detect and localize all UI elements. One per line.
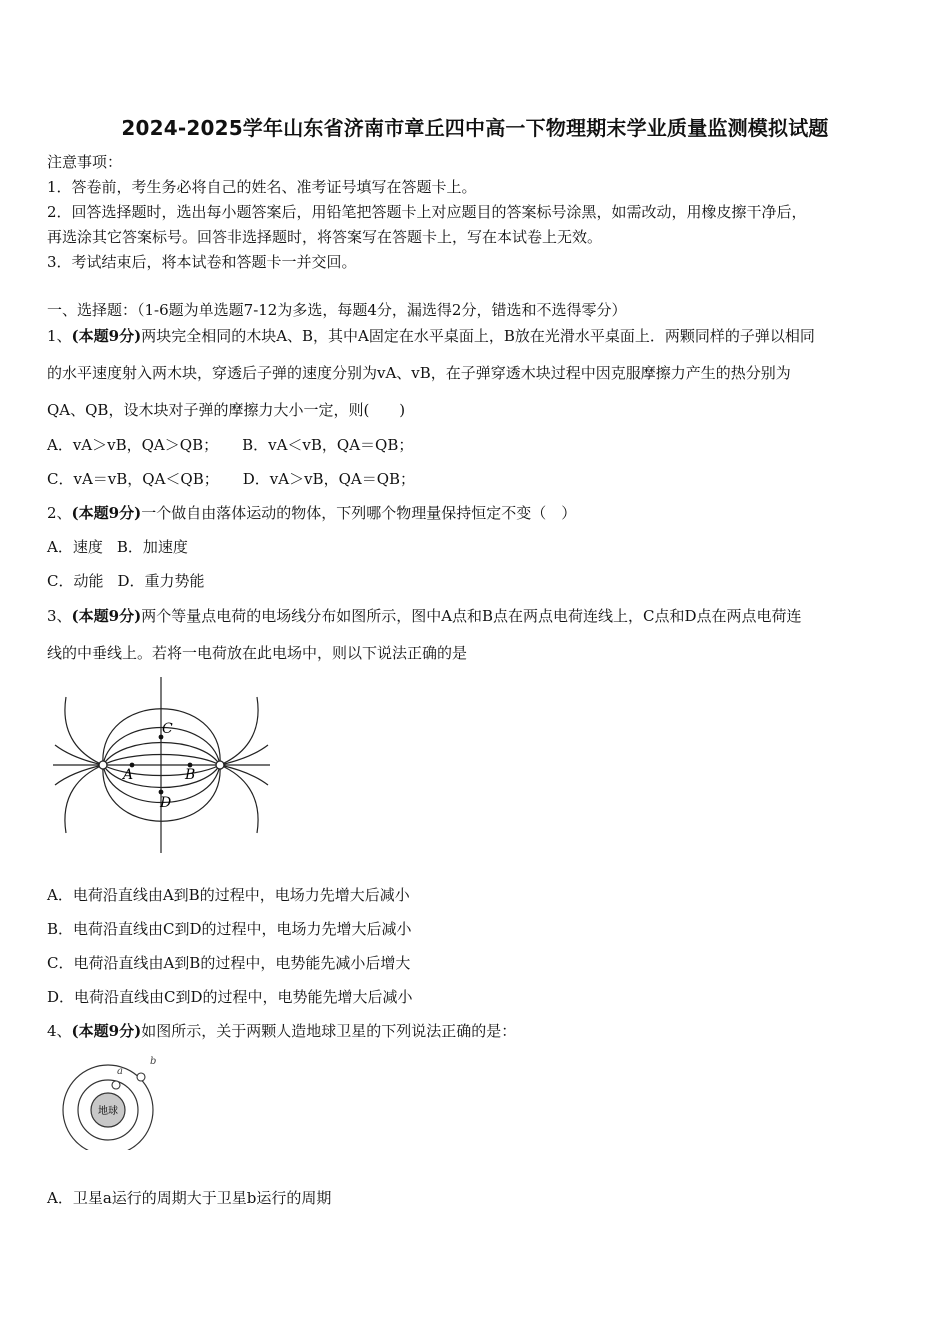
q1-line1	[47, 326, 815, 346]
q3-text1: 两个等量点电荷的电场线分布如图所示，图中A点和B点在两点电荷连线上，C点和D点在两点电荷连	[141, 607, 802, 625]
label-d: D	[160, 795, 172, 811]
electric-field-figure	[50, 675, 275, 855]
q3-line1	[47, 606, 802, 626]
q2-text: 一个做自由落体运动的物体，下列哪个物理量保持恒定不变（ ）	[141, 504, 577, 522]
satellite-a	[112, 1081, 120, 1089]
q2-option-c: C．动能	[47, 572, 104, 590]
q1-tag: (本题9分)	[71, 327, 142, 345]
satellite-b	[137, 1073, 145, 1081]
page-title: 2024-2025学年山东省济南市章丘四中高一下物理期末学业质量监测模拟试题	[121, 116, 829, 140]
q1-option-d: D．vA＞vB，QA＝QB；	[242, 470, 416, 488]
label-c: C	[162, 721, 173, 737]
q1-options-ab	[47, 435, 413, 455]
satellite-b-label: b	[150, 1056, 157, 1067]
section-heading: 一、选择题：（1-6题为单选题7-12为多选，每题4分，漏选得2分，错选和不选得零分）	[47, 301, 627, 319]
earth-label: 地球	[98, 1106, 118, 1117]
label-a: A	[123, 767, 134, 783]
q2-tag: (本题9分)	[71, 504, 142, 522]
q2-number: 2、	[47, 504, 72, 522]
q2-stem	[47, 503, 576, 523]
q4-tag: (本题9分)	[71, 1022, 142, 1040]
q1-text1: 两块完全相同的木块A、B，其中A固定在水平桌面上，B放在光滑水平桌面上．两颗同样的子弹以相同	[141, 327, 815, 345]
label-b: B	[185, 767, 196, 783]
q1-option-c: C．vA＝vB，QA＜QB；	[47, 470, 219, 488]
q1-option-a: A．vA＞vB，QA＞QB；	[47, 436, 219, 454]
q3-line2: 线的中垂线上。若将一电荷放在此电场中，则以下说法正确的是	[47, 644, 468, 662]
q1-line3: QA、QB，设木块对子弹的摩擦力大小一定，则( )	[47, 401, 406, 419]
notice-heading: 注意事项：	[47, 153, 123, 171]
notice-item-1: 1．答卷前，考生务必将自己的姓名、准考证号填写在答题卡上。	[47, 178, 477, 196]
q4-text: 如图所示，关于两颗人造地球卫星的下列说法正确的是：	[141, 1022, 517, 1040]
q3-option-b: B．电荷沿直线由C到D的过程中，电场力先增大后减小	[47, 920, 412, 938]
q3-option-d: D．电荷沿直线由C到D的过程中，电势能先增大后减小	[47, 988, 413, 1006]
q2-option-a: A．速度	[47, 538, 103, 556]
q3-tag: (本题9分)	[71, 607, 142, 625]
satellite-orbit-figure	[55, 1050, 165, 1150]
q3-number: 3、	[47, 607, 72, 625]
notice-item-2: 2．回答选择题时，选出每小题答案后，用铅笔把答题卡上对应题目的答案标号涂黑，如需改动，用橡皮擦干净后，	[47, 203, 807, 221]
q3-option-c: C．电荷沿直线由A到B的过程中，电势能先减小后增大	[47, 954, 411, 972]
q2-option-b: B．加速度	[116, 538, 188, 556]
left-charge	[99, 761, 107, 769]
satellite-a-label: a	[117, 1066, 123, 1077]
right-charge	[216, 761, 224, 769]
point-d	[159, 790, 164, 795]
q2-options-cd	[47, 571, 205, 591]
q4-stem	[47, 1021, 516, 1041]
q1-option-b: B．vA＜vB，QA＝QB；	[242, 436, 414, 454]
q2-option-d: D．重力势能	[117, 572, 205, 590]
notice-item-2-cont: 再选涂其它答案标号。回答非选择题时，将答案写在答题卡上，写在本试卷上无效。	[47, 228, 603, 246]
q1-options-cd	[47, 469, 415, 489]
q4-option-a: A．卫星a运行的周期大于卫星b运行的周期	[47, 1189, 332, 1207]
q1-number: 1、	[47, 327, 72, 345]
q4-number: 4、	[47, 1022, 72, 1040]
notice-item-3: 3．考试结束后，将本试卷和答题卡一并交回。	[47, 253, 357, 271]
q1-line2: 的水平速度射入两木块，穿透后子弹的速度分别为vA、vB，在子弹穿透木块过程中因克服摩擦力产生的热分别为	[47, 364, 791, 382]
q3-option-a: A．电荷沿直线由A到B的过程中，电场力先增大后减小	[47, 886, 410, 904]
q2-options-ab	[47, 537, 188, 557]
